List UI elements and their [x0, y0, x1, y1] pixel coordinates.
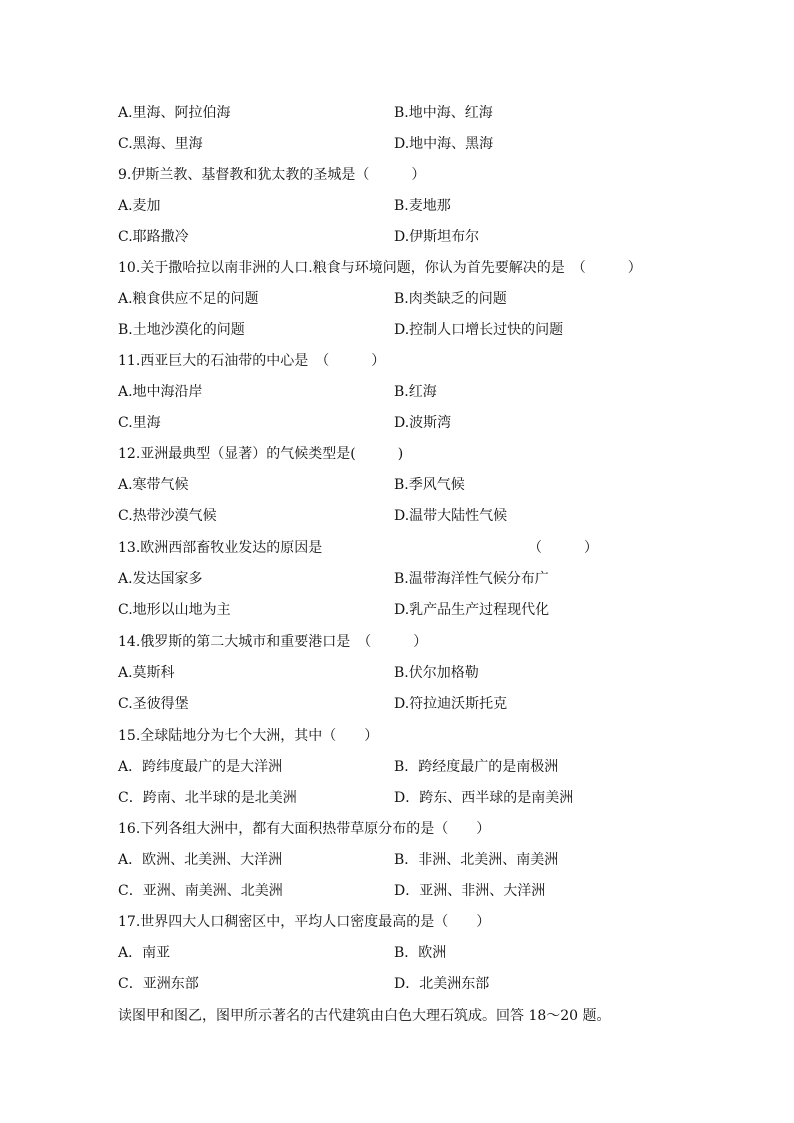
q15-options-row-2	[118, 787, 738, 809]
q9-option-c: C.耶路撒冷	[118, 229, 189, 245]
q12-options-row-1	[118, 474, 738, 496]
q16-option-c: C．亚洲、南美洲、北美洲	[118, 883, 283, 899]
q8-option-c: C.黑海、里海	[118, 136, 203, 152]
q8-options-row-1	[118, 102, 738, 124]
q12-option-b: B.季风气候	[394, 477, 465, 493]
q11-options-row-2	[118, 412, 738, 434]
q10-options-row-1	[118, 288, 738, 310]
q17-options-row-2	[118, 973, 738, 995]
q16-options-row-2	[118, 880, 738, 902]
q10-stem: 10.关于撒哈拉以南非洲的人口.粮食与环境问题，你认为首先要解决的是 （ ）	[118, 260, 642, 276]
q15-stem: 15.全球陆地分为七个大洲，其中（ ）	[118, 728, 379, 744]
q14-option-a: A.莫斯科	[118, 665, 175, 681]
q17-option-a: A．南亚	[118, 945, 171, 961]
q14-option-d: D.符拉迪沃斯托克	[394, 696, 508, 712]
q17-stem: 17.世界四大人口稠密区中，平均人口密度最高的是（ ）	[118, 914, 491, 930]
q13-option-d: D.乳产品生产过程现代化	[394, 602, 550, 618]
q15-options-row-1	[118, 756, 738, 778]
q13-option-a: A.发达国家多	[118, 571, 203, 587]
q10-option-d: D.控制人口增长过快的问题	[394, 322, 564, 338]
q13-stem: 13.欧洲西部畜牧业发达的原因是	[118, 540, 323, 556]
q15-option-d: D．跨东、西半球的是南美洲	[394, 790, 574, 806]
q9-option-d: D.伊斯坦布尔	[394, 229, 480, 245]
q10-options-row-2	[118, 319, 738, 341]
q9-option-b: B.麦地那	[394, 198, 451, 214]
q11-option-c: C.里海	[118, 415, 161, 431]
q12-option-c: C.热带沙漠气候	[118, 508, 217, 524]
q12-stem: 12.亚洲最典型（显著）的气候类型是( )	[118, 446, 404, 462]
q16-option-a: A．欧洲、北美洲、大洋洲	[118, 852, 283, 868]
q13-options-row-2	[118, 599, 738, 621]
q10-option-c: B.土地沙漠化的问题	[118, 322, 245, 338]
q16-option-b: B．非洲、北美洲、南美洲	[394, 852, 559, 868]
q14-options-row-1	[118, 662, 738, 684]
q17-option-c: C．亚洲东部	[118, 976, 199, 992]
q18-20-intro: 读图甲和图乙，图甲所示著名的古代建筑由白色大理石筑成。回答 18～20 题。	[118, 1008, 611, 1024]
q11-option-d: D.波斯湾	[394, 415, 452, 431]
q17-option-b: B．欧洲	[394, 945, 447, 961]
q17-options-row-1	[118, 942, 738, 964]
q9-options-row-2	[118, 226, 738, 248]
q8-options-row-2	[118, 133, 738, 155]
q13-answer-bracket: （ ）	[528, 540, 598, 556]
q13-stem-row	[118, 537, 738, 559]
q14-option-b: B.伏尔加格勒	[394, 665, 479, 681]
q9-options-row-1	[118, 195, 738, 217]
q15-option-b: B．跨经度最广的是南极洲	[394, 759, 559, 775]
q14-options-row-2	[118, 693, 738, 715]
q12-options-row-2	[118, 505, 738, 527]
q12-option-d: D.温带大陆性气候	[394, 508, 508, 524]
q16-option-d: D．亚洲、非洲、大洋洲	[394, 883, 546, 899]
q8-option-a: A.里海、阿拉伯海	[118, 105, 231, 121]
q10-option-b: B.肉类缺乏的问题	[394, 291, 507, 307]
q11-option-a: A.地中海沿岸	[118, 384, 203, 400]
q14-stem: 14.俄罗斯的第二大城市和重要港口是 （ ）	[118, 634, 428, 650]
q13-option-b: B.温带海洋性气候分布广	[394, 571, 549, 587]
q11-stem: 11.西亚巨大的石油带的中心是 （ ）	[118, 353, 386, 369]
q14-option-c: C.圣彼得堡	[118, 696, 189, 712]
q13-options-row-1	[118, 568, 738, 590]
q17-option-d: D．北美洲东部	[394, 976, 490, 992]
q11-option-b: B.红海	[394, 384, 437, 400]
q9-stem: 9.伊斯兰教、基督教和犹太教的圣城是（ ）	[118, 167, 426, 183]
q10-option-a: A.粮食供应不足的问题	[118, 291, 259, 307]
q15-option-c: C．跨南、北半球的是北美洲	[118, 790, 297, 806]
q16-options-row-1	[118, 849, 738, 871]
q16-stem: 16.下列各组大洲中，都有大面积热带草原分布的是（ ）	[118, 821, 491, 837]
q8-option-d: D.地中海、黑海	[394, 136, 494, 152]
q15-option-a: A．跨纬度最广的是大洋洲	[118, 759, 283, 775]
q13-option-c: C.地形以山地为主	[118, 602, 231, 618]
q12-option-a: A.寒带气候	[118, 477, 189, 493]
q11-options-row-1	[118, 381, 738, 403]
q8-option-b: B.地中海、红海	[394, 105, 493, 121]
q9-option-a: A.麦加	[118, 198, 161, 214]
